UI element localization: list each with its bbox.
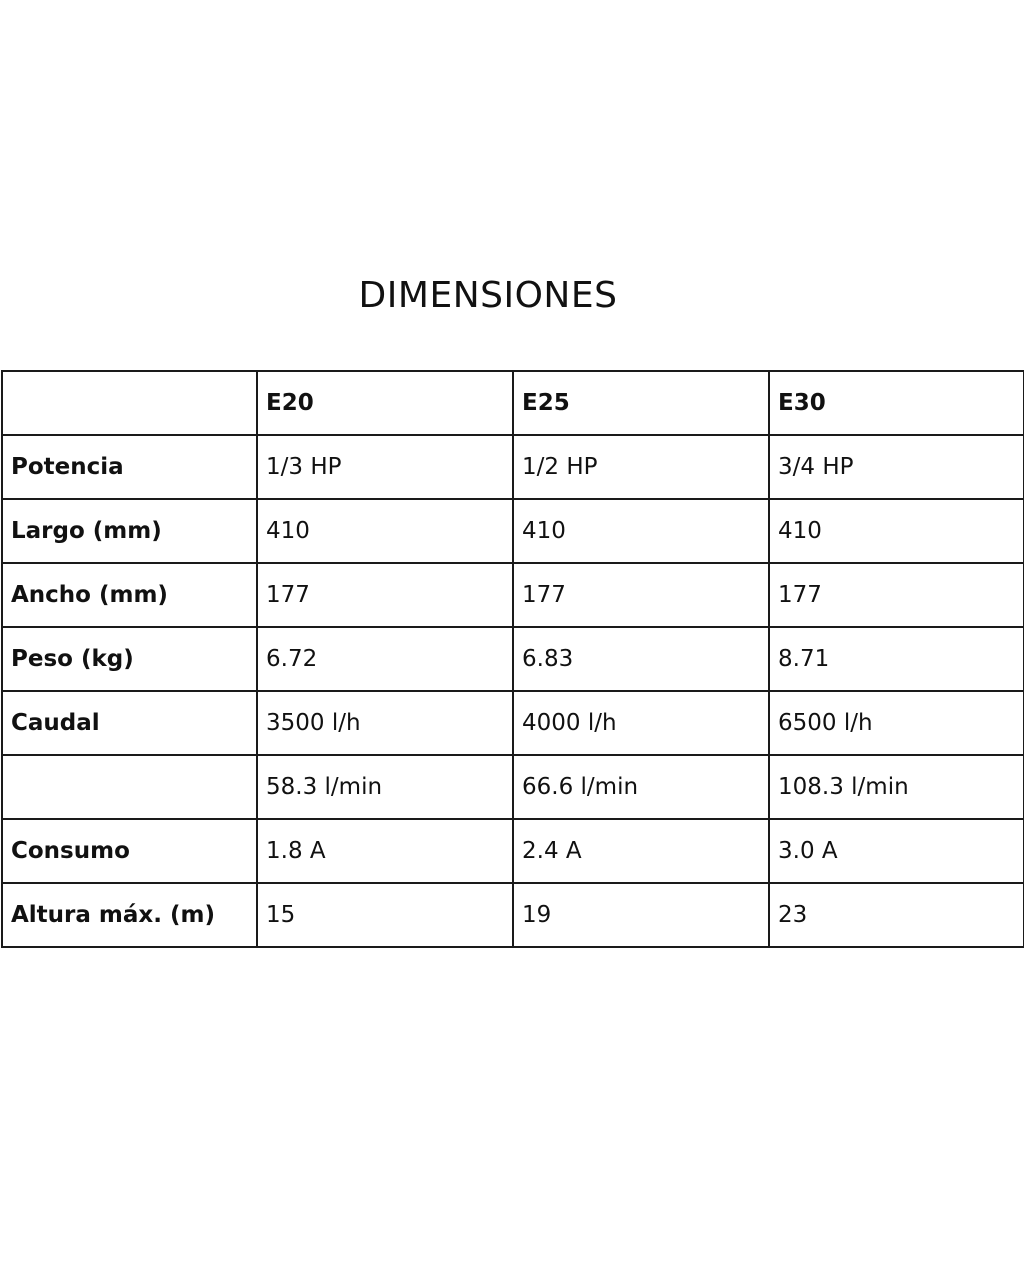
table-row-ancho [2, 563, 1024, 627]
table-cell: 410 [257, 499, 513, 563]
header-cell-e30: E30 [769, 371, 1024, 435]
table-row-potencia [2, 435, 1024, 499]
table-cell: 8.71 [769, 627, 1024, 691]
row-label: Caudal [2, 691, 257, 755]
table-cell: 23 [769, 883, 1024, 947]
table-cell: 66.6 l/min [513, 755, 769, 819]
table-cell: 108.3 l/min [769, 755, 1024, 819]
table-cell: 3/4 HP [769, 435, 1024, 499]
table-row-caudal [2, 691, 1024, 755]
header-cell-empty [2, 371, 257, 435]
table-cell: 177 [257, 563, 513, 627]
table-row-peso [2, 627, 1024, 691]
row-label: Peso (kg) [2, 627, 257, 691]
table-cell: 6.83 [513, 627, 769, 691]
header-cell-e25: E25 [513, 371, 769, 435]
table-cell: 58.3 l/min [257, 755, 513, 819]
table-row-altura [2, 883, 1024, 947]
table-row-consumo [2, 819, 1024, 883]
table-cell: 177 [513, 563, 769, 627]
row-label: Ancho (mm) [2, 563, 257, 627]
table-cell: 2.4 A [513, 819, 769, 883]
table-cell: 3500 l/h [257, 691, 513, 755]
page-title: DIMENSIONES [358, 275, 618, 316]
table-cell: 177 [769, 563, 1024, 627]
table-row-largo [2, 499, 1024, 563]
table-cell: 3.0 A [769, 819, 1024, 883]
table-cell: 6.72 [257, 627, 513, 691]
row-label: Potencia [2, 435, 257, 499]
row-label: Altura máx. (m) [2, 883, 257, 947]
table-cell: 19 [513, 883, 769, 947]
table-row-caudal-lmin [2, 755, 1024, 819]
table-header-row [2, 371, 1024, 435]
table-cell: 4000 l/h [513, 691, 769, 755]
row-label [2, 755, 257, 819]
table-cell: 410 [513, 499, 769, 563]
table-cell: 1/3 HP [257, 435, 513, 499]
table-cell: 6500 l/h [769, 691, 1024, 755]
table-cell: 1/2 HP [513, 435, 769, 499]
header-cell-e20: E20 [257, 371, 513, 435]
row-label: Consumo [2, 819, 257, 883]
specs-table [1, 370, 1024, 948]
table-cell: 410 [769, 499, 1024, 563]
row-label: Largo (mm) [2, 499, 257, 563]
table-cell: 1.8 A [257, 819, 513, 883]
table-cell: 15 [257, 883, 513, 947]
